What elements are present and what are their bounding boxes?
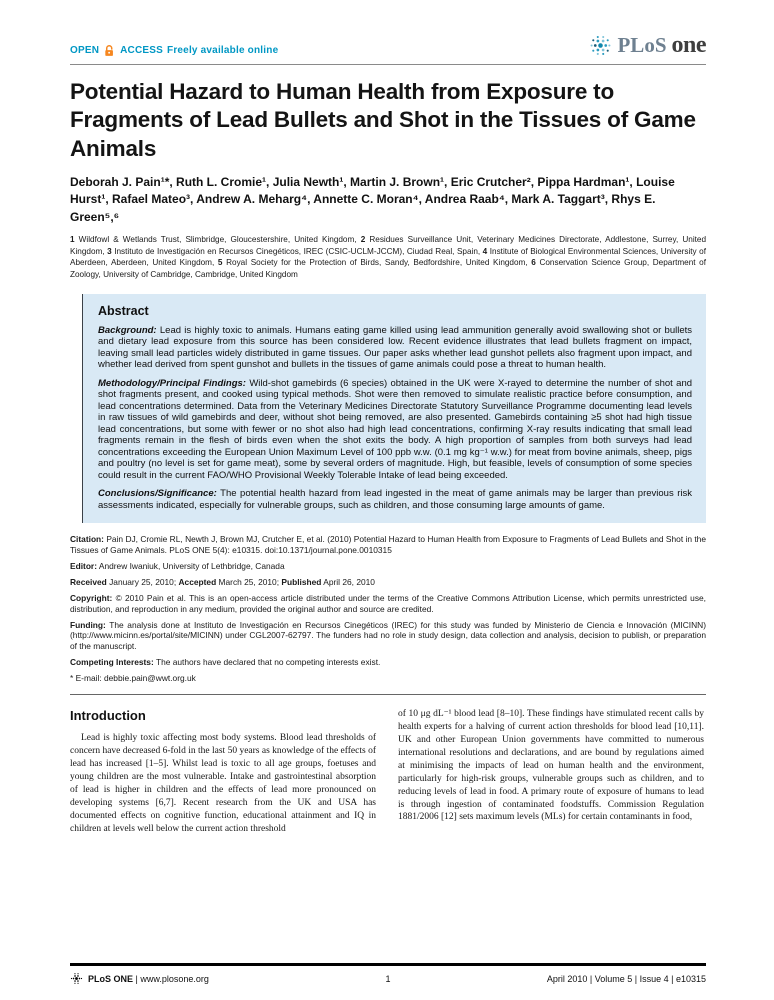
- affiliation-text: Conservation Science Group, Department of Zoology, University of Cambridge, Cambridge, United Kingdom: [70, 258, 707, 280]
- abstract-methodology: [98, 378, 692, 481]
- affiliation-number: 4: [482, 246, 488, 256]
- footer-row: [70, 972, 706, 985]
- plos-starburst-icon: [589, 34, 612, 57]
- competing-interests-label: Competing Interests:: [70, 657, 154, 668]
- article-title: Potential Hazard to Human Health from Exposure to Fragments of Lead Bullets and Shot in the Tissues of Game Animals: [70, 79, 696, 161]
- abstract-section-text: The potential health hazard from lead ingested in the meat of game animals may be larger than previous risk assessments indicated, especially for vulnerable groups, such as children, and those consuming large amounts of game.: [98, 488, 692, 511]
- abstract-conclusions: [98, 488, 692, 511]
- citation-line: [70, 534, 706, 556]
- citation-text: Pain DJ, Cromie RL, Newth J, Brown MJ, Crutcher E, et al. (2010) Potential Hazard to Human Health from Exposure to Fragments of Lead Bullets and Shot in the Tissues of Game Animals. PLoS ONE 5(4): e10315. doi:10.1371/journal.pone.0010315: [70, 534, 707, 555]
- corresponding-email: * E-mail: debbie.pain@wwt.org.uk: [70, 673, 196, 684]
- received-label: Received: [70, 576, 107, 587]
- affiliation-number: 6: [531, 258, 536, 268]
- footer-journal-name: PLoS ONE: [88, 973, 134, 984]
- copyright-text: © 2010 Pain et al. This is an open-access article distributed under the terms of the Creative Commons Attribution License, which permits unrestricted use, distribution, and reproduction in any medium, provided the original author and source are credited.: [70, 592, 707, 614]
- plos-wordmark: PLoS: [617, 33, 667, 57]
- abstract-section-label: Conclusions/Significance:: [98, 488, 217, 500]
- received-date: January 25, 2010;: [106, 576, 179, 587]
- footer-journal-text: [88, 974, 209, 984]
- abstract-background: [98, 325, 692, 371]
- footer-journal-block: [70, 972, 386, 985]
- abstract-box: [82, 294, 706, 523]
- column-left: [70, 708, 376, 835]
- citation-label: Citation:: [70, 534, 104, 545]
- column-right: [398, 708, 704, 835]
- abstract-section-label: Methodology/Principal Findings:: [98, 377, 246, 389]
- funding-line: [70, 620, 706, 653]
- editor-label: Editor:: [70, 560, 97, 571]
- freely-available-text: Freely available online: [167, 45, 279, 56]
- header-divider: [70, 64, 706, 65]
- open-lock-icon: [103, 44, 116, 57]
- introduction-section: [70, 708, 706, 835]
- issue-info: April 2010 | Volume 5 | Issue 4 | e10315: [546, 973, 707, 984]
- copyright-label: Copyright:: [70, 592, 113, 603]
- open-access-banner: [70, 44, 278, 59]
- plos-one-logo: [589, 32, 706, 59]
- affiliation-number: 3: [107, 246, 112, 256]
- author-list: Deborah J. Pain¹*, Ruth L. Cromie¹, Julia Newth¹, Martin J. Brown¹, Eric Crutcher², Pippa Hardman¹, Louise Hurst¹, Rafael Mateo³, Andrew A. Meharg⁴, Annette C. Moran⁴, Andrea Raab⁴, Mark A. Taggart³, Rhys E. Green⁵,⁶: [70, 175, 675, 224]
- affiliation-text: Royal Society for the Protection of Birds, Sandy, Bedfordshire, United Kingdom,: [226, 258, 528, 268]
- affiliation-number: 2: [360, 235, 366, 245]
- funding-label: Funding:: [70, 619, 106, 630]
- one-wordmark: one: [671, 32, 706, 58]
- masthead: [70, 33, 706, 59]
- published-label: Published: [281, 576, 322, 587]
- abstract-heading: Abstract: [98, 303, 149, 318]
- intro-paragraph-left: Lead is highly toxic affecting most body systems. Blood lead thresholds of concern have decreased 6-fold in the last 50 years as knowledge of the effects of lead has increased [1–5]. Whilst lead is toxic to all age groups, foetuses and young children are the most vulnerable. Intake and gastrointestinal absorption of lead is higher in children and the effects of lead more pronounced on developing systems [6,7]. Recent research from the UK and USA has documented effects on cognitive function, educational attainment and IQ in children at levels well below the current action threshold: [70, 733, 376, 834]
- footer-website: www.plosone.org: [140, 973, 209, 984]
- copyright-line: [70, 593, 706, 615]
- page-number: 1: [385, 973, 391, 984]
- editor-text: Andrew Iwaniuk, University of Lethbridge, Canada: [98, 560, 285, 571]
- accepted-label: Accepted: [178, 576, 217, 587]
- dates-line: [70, 577, 706, 588]
- footer-divider: [70, 963, 706, 966]
- accepted-date: March 25, 2010;: [216, 576, 282, 587]
- open-label: OPEN: [70, 45, 100, 56]
- affiliation-number: 5: [217, 258, 223, 268]
- competing-interests-text: The authors have declared that no competing interests exist.: [155, 657, 381, 668]
- funding-text: The analysis done at Instituto de Investigación en Recursos Cinegéticos (IREC) for this study was funded by Ministerio de Ciencia e Innovación (MICINN) (http://www.micinn.es/portal/site/MICINN) under CGL2007-62797. The funders had no role in study design, data collection and analysis, decision to publish, or preparation of the manuscript.: [70, 619, 706, 652]
- affiliation-number: 1: [70, 235, 75, 245]
- affiliation-text: Institute of Biological Environmental Sciences, University of Aberdeen, Aberdeen, United Kingdom,: [70, 246, 706, 268]
- footer-separator: |: [135, 973, 138, 984]
- article-metadata: [70, 534, 706, 684]
- affiliation-text: Instituto de Investigación en Recursos Cinegéticos, IREC (CSIC-UCLM-JCCM), Ciudad Real, Spain,: [114, 246, 481, 256]
- intro-paragraph-right: of 10 μg dL⁻¹ blood lead [8–10]. These findings have stimulated recent calls by health experts for a halving of current action thresholds for blood lead [10,11]. UK and other European Union governments have committed to numerous international resolutions and declarations, and are bound by regulations aimed at minimising the impacts of lead on human health and the environment, particularly for high-risk groups, vulnerable groups such as children, and to reducing levels of lead in food. A primary route of exposure of humans to lead is through ingestion of contaminated foodstuffs. Commission Regulation 1881/2006 [12] sets maximum levels (MLs) for certain contaminants in food,: [398, 709, 704, 823]
- abstract-section-text: Wild-shot gamebirds (6 species) obtained in the UK were X-rayed to determine the number of shot and shot fragments present, and cooked using typical methods. Shot were then removed to simulate realistic practice before consumption, and lead concentrations determined. Data from the Veterinary Medicines Directorate Statutory Surveillance Programme documenting lead levels in raw tissues of wild gamebirds and deer, without shot being removed, are also presented. Gamebirds containing ≥5 shot had high tissue lead concentrations, but some with fewer or no shot also had high lead concentrations, confirming X-ray results indicating that small lead fragments remain in the flesh of birds even when the shot exits the body. A high proportion of samples from both surveys had lead concentrations exceeding the European Union Maximum Level of 100 ppb w.w. (0.1 mg kg⁻¹ w.w.) for meat from bovine animals, sheep, pigs and poultry (no level is set for game meat), some by several orders of magnitude. High, but feasible, levels of consumption of some species could result in the current FAO/WHO Provisional Weekly Tolerable Intake of lead being exceeded.: [98, 377, 693, 481]
- editor-line: [70, 561, 706, 572]
- body-divider: [70, 694, 706, 695]
- introduction-heading: Introduction: [70, 708, 146, 724]
- abstract-section-text: Lead is highly toxic to animals. Humans eating game killed using lead ammunition generally avoid swallowing shot or bullets and dietary lead exposure from this source has been considered low. Recent evidence illustrates that lead bullets fragment on impact, leaving small lead particles widely distributed in game tissues. Our paper asks whether lead gunshot pellets also fragment upon impact, and whether lead derived from spent gunshot and bullets in the tissues of game animals could pose a threat to human health.: [98, 324, 692, 371]
- page-footer: [70, 963, 706, 985]
- plos-footer-icon: [70, 972, 83, 985]
- affiliation-text: Residues Surveillance Unit, Veterinary Medicines Directorate, Addlestone, Surrey, United Kingdom,: [70, 235, 707, 256]
- abstract-section-label: Background:: [98, 324, 157, 336]
- access-label: ACCESS: [120, 45, 164, 56]
- published-date: April 26, 2010: [321, 576, 375, 587]
- affiliations: [70, 234, 706, 281]
- affiliation-text: Wildfowl & Wetlands Trust, Slimbridge, Gloucestershire, United Kingdom,: [78, 235, 357, 245]
- competing-interests-line: [70, 657, 706, 668]
